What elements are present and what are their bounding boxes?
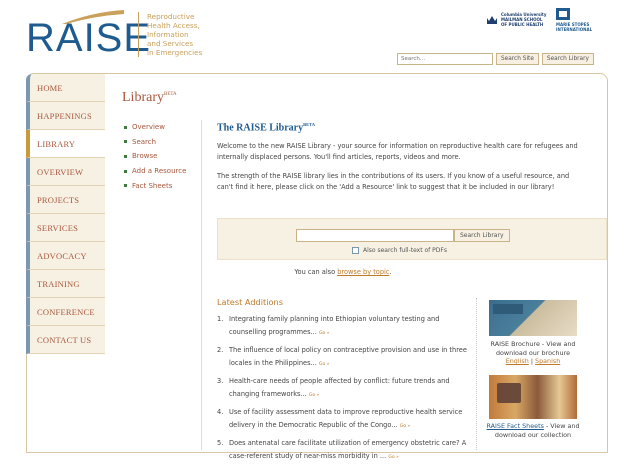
- item-number: 3.: [217, 377, 224, 385]
- bullet-icon: [124, 126, 127, 129]
- library-search-panel: [217, 218, 607, 260]
- subnav-label: Search: [132, 137, 157, 146]
- list-item: [217, 344, 467, 371]
- browse-line: [217, 268, 469, 276]
- item-number: 1.: [217, 315, 224, 323]
- subnav-item-browse[interactable]: [122, 149, 201, 164]
- brochure-spanish-link[interactable]: Spanish: [535, 357, 561, 365]
- list-item: [217, 375, 467, 402]
- list-item: [217, 437, 467, 464]
- item-number: 2.: [217, 346, 224, 354]
- fact-sheets-description: - View and download our collection: [494, 422, 580, 439]
- nav-item-overview[interactable]: OVERVIEW: [26, 158, 105, 186]
- nav-item-conference[interactable]: CONFERENCE: [26, 298, 105, 326]
- beta-badge: BETA: [163, 92, 177, 97]
- tagline-line: and Services: [147, 39, 194, 48]
- partner1-line: OF PUBLIC HEALTH: [501, 22, 544, 27]
- item-text: Health-care needs of people affected by conflict: future trends and changing frameworks...: [229, 377, 450, 398]
- subnav-item-search[interactable]: [122, 135, 201, 150]
- fact-sheets-caption: [483, 422, 583, 439]
- page-title-text: Library: [122, 90, 164, 105]
- library-subnav: [122, 120, 202, 450]
- search-library-submit-button[interactable]: Search Library: [454, 229, 510, 242]
- intro-paragraph: Welcome to the new RAISE Library - your source for information on reproductive health care for refugees and internally displaced persons. You'll find articles, reports, videos and more.: [217, 142, 578, 162]
- fulltext-checkbox[interactable]: [352, 247, 359, 254]
- fact-sheets-link[interactable]: RAISE Fact Sheets: [486, 422, 544, 430]
- nav-item-projects[interactable]: PROJECTS: [26, 186, 105, 214]
- item-number: 4.: [217, 408, 224, 416]
- library-heading: [217, 122, 607, 133]
- go-link[interactable]: Go »: [388, 454, 399, 460]
- beta-badge: BETA: [303, 122, 316, 127]
- crown-icon: [486, 15, 498, 25]
- go-link[interactable]: Go »: [318, 361, 330, 367]
- link-separator: |: [528, 357, 536, 365]
- partner2-line: MARIE STOPES: [556, 22, 590, 27]
- partner1-line: MAILMAN SCHOOL: [501, 17, 543, 22]
- item-text: Does antenatal care facilitate utilization of emergency obstetric care? A case-referent study of near-miss morbidity in ...: [229, 439, 467, 460]
- marie-stopes-logo[interactable]: [556, 8, 608, 32]
- item-text: Use of facility assessment data to improve reproductive health service delivery in the Democratic Republic of the Congo...: [229, 408, 463, 429]
- tagline-line: Reproductive: [147, 12, 195, 21]
- site-search-input[interactable]: [397, 53, 493, 65]
- raise-logo[interactable]: RAISE: [26, 16, 152, 60]
- bullet-icon: [124, 184, 127, 187]
- nav-item-services[interactable]: SERVICES: [26, 214, 105, 242]
- browse-prefix: You can also: [294, 268, 338, 276]
- library-heading-text: The RAISE Library: [217, 122, 304, 134]
- bullet-icon: [124, 170, 127, 173]
- nav-item-home[interactable]: HOME: [26, 74, 105, 102]
- subnav-label: Browse: [132, 152, 158, 161]
- go-link[interactable]: Go »: [318, 330, 330, 336]
- subnav-item-fact-sheets[interactable]: [122, 178, 201, 193]
- brochure-english-link[interactable]: English: [505, 357, 529, 365]
- partner2-line: INTERNATIONAL: [556, 27, 593, 32]
- tagline-line: Health Access,: [147, 21, 200, 30]
- list-item: [217, 406, 467, 433]
- library-search-input[interactable]: [296, 229, 454, 242]
- subnav-label: Overview: [132, 123, 165, 132]
- resources-sidebar: [476, 298, 606, 450]
- nav-item-library[interactable]: LIBRARY: [26, 130, 105, 158]
- main-nav: [26, 74, 105, 354]
- columbia-logo[interactable]: [486, 12, 546, 27]
- page-title: [122, 90, 177, 106]
- contribute-paragraph: The strength of the RAISE library lies in the contributions of its users. If you know of a useful resource, and can't find it here, please click on the 'Add a Resource' link to suggest that it be included in our library!: [217, 172, 570, 192]
- subnav-label: Fact Sheets: [132, 181, 173, 190]
- tagline-line: Information: [147, 30, 189, 39]
- item-number: 5.: [217, 439, 224, 447]
- nav-item-advocacy[interactable]: ADVOCACY: [26, 242, 105, 270]
- go-link[interactable]: Go »: [399, 423, 411, 429]
- subnav-item-overview[interactable]: [122, 120, 201, 135]
- list-item: [217, 313, 467, 340]
- fulltext-option: [352, 247, 447, 254]
- subnav-item-add-resource[interactable]: [122, 164, 201, 179]
- marie-stopes-icon: [556, 8, 570, 20]
- nav-item-training[interactable]: TRAINING: [26, 270, 105, 298]
- go-link[interactable]: Go »: [308, 392, 320, 398]
- partner1-line: Columbia University: [501, 12, 547, 17]
- brochure-description: RAISE Brochure - View and download our brochure: [490, 340, 576, 357]
- browse-by-topic-link[interactable]: browse by topic: [337, 268, 390, 276]
- site-search-bar: [397, 52, 605, 65]
- tagline-line: in Emergencies: [147, 48, 203, 57]
- search-site-button[interactable]: Search Site: [496, 53, 539, 65]
- nav-item-happenings[interactable]: HAPPENINGS: [26, 102, 105, 130]
- library-intro: [217, 122, 607, 193]
- fact-sheets-thumbnail[interactable]: [489, 375, 577, 419]
- browse-suffix: .: [389, 268, 392, 276]
- brochure-caption: [483, 340, 583, 366]
- nav-item-contact-us[interactable]: CONTACT US: [26, 326, 105, 354]
- bullet-icon: [124, 140, 127, 143]
- item-text: The influence of local policy on contraceptive provision and use in three locales in the Philippines...: [229, 346, 467, 367]
- item-text: Integrating family planning into Ethiopian voluntary testing and counselling programmes...: [229, 315, 440, 336]
- fulltext-label: Also search full-text of PDFs: [363, 247, 447, 254]
- logo-tagline: [138, 12, 202, 57]
- search-library-button[interactable]: Search Library: [542, 53, 594, 65]
- brochure-thumbnail[interactable]: [489, 300, 577, 336]
- bullet-icon: [124, 155, 127, 158]
- latest-additions-title: Latest Additions: [217, 297, 283, 307]
- subnav-label: Add a Resource: [132, 167, 187, 176]
- latest-additions-list: [217, 313, 467, 468]
